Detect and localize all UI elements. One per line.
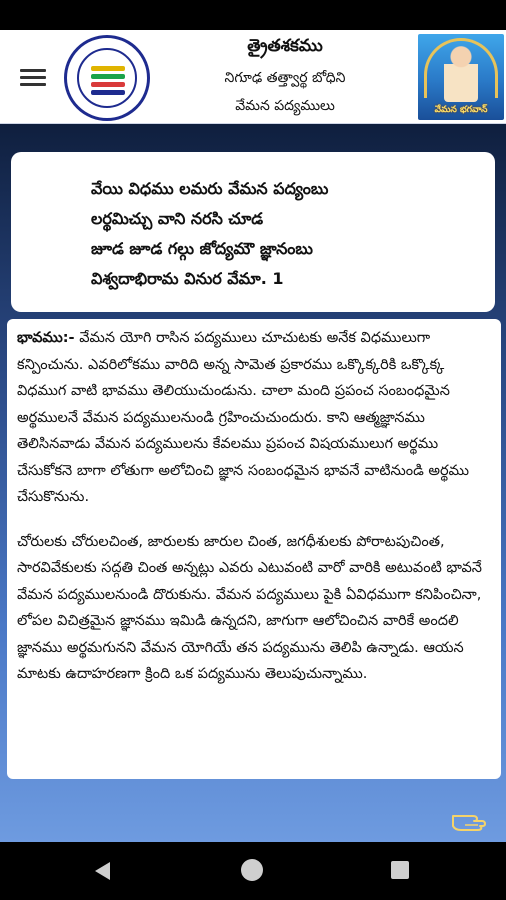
recent-square-icon[interactable] (391, 861, 409, 879)
meaning-paragraph-1 (17, 325, 487, 511)
page-subtitle-2: వేమన పద్యములు (235, 98, 335, 114)
meaning-card[interactable] (7, 319, 501, 779)
back-triangle-icon[interactable] (92, 860, 114, 882)
page-title: త్రైతశకము (247, 36, 323, 56)
app-header (0, 30, 506, 124)
poem-line: విశ్వదాభిరామ వినుర వేమా. 1 (91, 269, 284, 288)
poem-line: వేయి విధము లమరు వేమన పద్యంబు (91, 179, 329, 198)
system-navigation-bar (0, 842, 506, 900)
poem-card (11, 152, 495, 312)
organization-logo (64, 35, 150, 121)
next-poem-button[interactable] (449, 808, 489, 834)
vemana-poster-image (418, 34, 504, 120)
poster-caption: వేమన భగవాన్ (434, 105, 488, 115)
status-bar (0, 0, 506, 30)
poem-line: లర్థమిచ్చు వాని నరసి చూడ (91, 209, 264, 228)
menu-icon (20, 69, 46, 72)
meaning-text: వేమన యోగి రాసిన పద్యములు చూచుటకు అనేక విధములుగా కన్పించును. ఎవరిలోకము వారిది అన్న సామెత ప్రకారము ఒక్కొక్కరికి ఒక్కొక్క విధముగ వాటి భావము తెలియుచుండును. చాలా మంది ప్రపంచ సంబంధమైన అర్థములనే వేమన పద్యములనుండి గ్రహించుచుందురు. కాని ఆత్మజ్ఞానము తెలిసినవాడు వేమన పద్యములను కేవలము ప్రపంచ విషయములుగ అర్థము చేసుకోకనె బాగా లోతుగా అలోచించి జ్ఞాన సంబంధమైన భావనే వాటినుండి అర్థము చేసుకొనును. (17, 330, 469, 505)
header-titles (160, 30, 410, 123)
poem-line: జూడ జూడ గల్గు జోద్యమౌ జ్ఞానంబు (91, 239, 313, 258)
saint-figure (444, 44, 478, 102)
pointing-hand-icon (449, 808, 489, 834)
logo-emblem (77, 48, 137, 108)
page-subtitle-1: నిగూఢ తత్త్వార్థ బోధిని (224, 70, 346, 86)
meaning-paragraph-2: చోరులకు చోరులచింత, జారులకు జారుల చింత, జగధీశులకు పోరాటపుచింత, సారవివేకులకు సద్గతి చింత అన్నట్లు ఎవరు ఎటువంటి వారో వారికి అటువంటి భావనే వేమన పద్యములనుండి దొరుకును. వేమన పద్యములు పైకి ఏవిధముగా కనిపించినా, లోపల విచిత్రమైన జ్ఞానము ఇమిడి ఉన్నదని, జాగుగా ఆలోచించిన వారికే అందలి జ్ఞానము అర్థమగునని వేమన యోగియే తన పద్యమును తెలిపి ఉన్నాడు. ఆయన మాటకు ఉదాహరణగా క్రింది ఒక పద్యమును తెలుపుచున్నాము. (17, 533, 482, 682)
home-circle-icon[interactable] (241, 859, 263, 881)
menu-button[interactable] (18, 66, 48, 88)
meaning-label: భావము:- (17, 330, 75, 346)
